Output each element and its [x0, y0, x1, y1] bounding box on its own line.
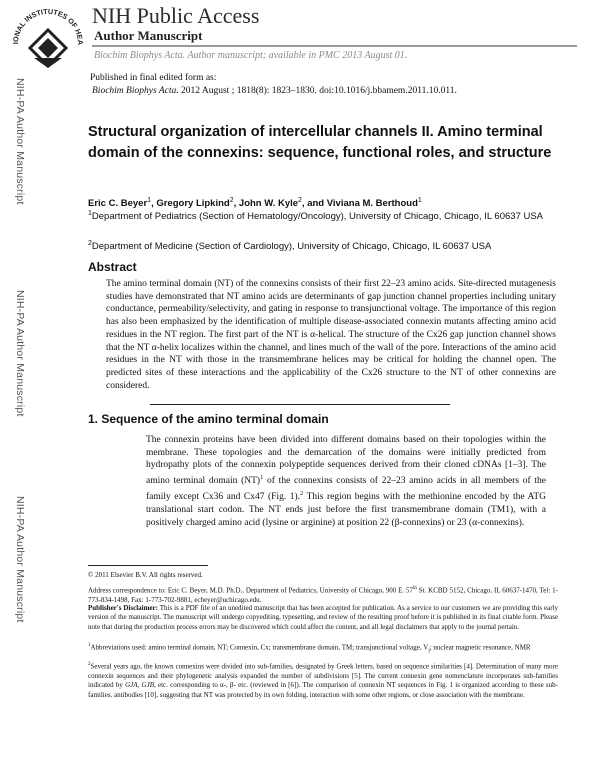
author-affil-sup: 1 [147, 197, 152, 204]
abstract-text: The amino terminal domain (NT) of the connexins consists of their first 22–23 amino acids. Site-directed mutagenesis studies have demonstrated that NT amino acids are determinants of gap junction channel properties including unitary conductance, permeability/selectivity, and gating in response to transjunctional voltage. The importance of this region has also been emphasized by the identification of multiple disease-associated connexin mutants affecting amino acid residues in the NT region. The first part of the NT is α-helical. The structure of the Cx26 gap junction channel shows that the NT α-helix localizes within the channel, and lines much of the wall of the pore. Interactions of the amino acid residues in the NT with those in the transmembrane helices may be critical for holding the channel open. The predicted sites of these interactions and the applicability of the Cx26 structure to the NT of other connexins are considered. [106, 279, 556, 391]
address-sup: th [412, 586, 417, 591]
side-label-top: NIH-PA Author Manuscript [14, 78, 26, 205]
footnote-ref[interactable]: 1 [260, 474, 264, 482]
author-name: Eric C. Beyer [88, 198, 148, 210]
footnote-italic: GJA, GJB, [125, 681, 156, 690]
author-manuscript-label: Author Manuscript [94, 28, 203, 43]
footnote-1 [88, 641, 558, 656]
logo-arc-text: IONAL INSTITUTES OF HEA [10, 6, 86, 46]
author-affil-sup: 2 [229, 197, 234, 204]
citation-journal: Biochim Biophys Acta [92, 86, 177, 96]
journal-availability: Biochim Biophys Acta. Author manuscript; available in PMC 2013 August 01. [94, 50, 408, 61]
footnote-number: 2 [88, 662, 91, 667]
footnote-divider [88, 565, 208, 566]
citation [92, 85, 457, 98]
nih-seal-icon [8, 4, 88, 70]
author-name: John W. Kyle [238, 198, 299, 210]
header-divider [92, 45, 577, 47]
affiliation-sup: 2 [88, 240, 92, 247]
footnote-text: etc. corresponding to α-, β- etc. (reviewed in [6]). The comparison of connexin NT sequences in Fig. 1 is organized according to these sub-families. antibodies [10], suggesting that NT was protected by its own folding, interaction with some other regions, or close association with the membrane. [88, 681, 558, 699]
footnote-number: 1 [88, 643, 91, 648]
side-label-bottom: NIH-PA Author Manuscript [14, 496, 26, 623]
published-label: Published in final edited form as: [90, 73, 217, 83]
affiliation-text: Department of Medicine (Section of Cardiology), University of Chicago, Chicago, IL 60637 USA [91, 241, 492, 253]
footnote-text: ; nuclear magnetic resonance, NMR [429, 643, 531, 652]
disclaimer-text: This is a PDF file of an unedited manuscript that has been accepted for publication. As a service to our customers we are providing this early version of the manuscript. The manuscript will undergo copyediting, typesetting, and review of the resulting proof before it is published in its final citable form. Please note that during the production process errors may be discovered which could affect the content, and all legal disclaimers that apply to the journal pertain. [88, 604, 558, 631]
correspondence-address [88, 584, 558, 605]
citation-details: . 2012 August ; 1818(8): 1823–1830. doi:10.1016/j.bbamem.2011.10.011. [176, 86, 457, 96]
svg-text:NATIONAL INSTITUTES OF HEALTH [8, 4, 85, 45]
author-name: Gregory Lipkind [156, 198, 230, 210]
footnote-sub: j [428, 648, 430, 654]
author-separator: , [151, 198, 157, 210]
section-1-heading: 1. Sequence of the amino terminal domain [88, 412, 329, 426]
section-1-text: The connexin proteins have been divided into different domains based on their topologies within the membrane. These topologies and the demarcation of the domains were initially predicted from hydropathy plots of the connexin polypeptide sequences derived from their cloned cDNAs [1–3]. The amino terminal domain (NT) [146, 435, 546, 487]
nih-public-access-title: NIH Public Access [92, 3, 260, 28]
address-text: St. KCBD 5152, Chicago, IL 60637-1470, Tel: 1-773-834-1498, Fax: 1-773-702-9881, ecbeyer@uchicago.edu. [88, 586, 558, 604]
author-affil-sup: 2 [298, 197, 302, 204]
footnote-text: Abbreviations used: amino terminal domain, NT; Connexin, Cx; transmembrane domain, TM; transjunctional voltage, V [90, 643, 429, 652]
footnote-2 [88, 660, 558, 700]
disclaimer-label: Publisher's Disclaimer: [88, 604, 158, 612]
section-1-text: of the connexins consists of 22–23 amino acids in all members of the family except Cx36 and Cx47 (Fig. 1). [146, 476, 547, 503]
author-separator: , and [301, 198, 327, 210]
affiliation-1 [88, 207, 558, 223]
article-title: Structural organization of intercellular channels II. Amino terminal domain of the connexins: sequence, functional roles, and structure [88, 124, 552, 161]
abstract-divider [150, 404, 450, 405]
nih-logo [8, 4, 88, 70]
abstract-heading: Abstract [88, 260, 137, 274]
footnote-text: Several years ago, the known connexins were divided into sub-families, designated by Greek letters, based on sequence similarities [4]. Determination of many more connexin sequences and their phylogenetic analysis expanded the number of subdivisions [5]. The current connexin gene nomenclature incorporates sub-families indicated by [88, 662, 558, 690]
section-1-text: This region begins with the methionine encoded by the ATG translational start codon. The NT ends just before the first transmembrane domain (TM1), with a positively charged amino acid (lysine or arginine) at position 22 (β-connexins) or 23 (α-connexins). [146, 492, 546, 528]
author-affil-sup: 1 [417, 197, 422, 204]
author-name: Viviana M. Berthoud [326, 198, 418, 210]
affiliation-2 [88, 237, 568, 253]
address-text: Address correspondence to: Eric C. Beyer, M.D. Ph.D., Department of Pediatrics, University of Chicago, 900 E. 57 [88, 586, 413, 595]
logo-emblem [30, 30, 66, 68]
footnote-ref[interactable]: 2 [300, 489, 304, 497]
publisher-disclaimer [88, 604, 558, 632]
author-separator: , [233, 198, 239, 210]
affiliation-text: Department of Pediatrics (Section of Hematology/Oncology), University of Chicago, Chicago, IL 60637 USA [91, 211, 544, 223]
affiliation-sup: 1 [88, 210, 92, 217]
section-1-paragraph [146, 434, 546, 529]
side-label-middle: NIH-PA Author Manuscript [14, 290, 26, 417]
copyright-notice: © 2011 Elsevier B.V. All rights reserved. [88, 571, 203, 579]
